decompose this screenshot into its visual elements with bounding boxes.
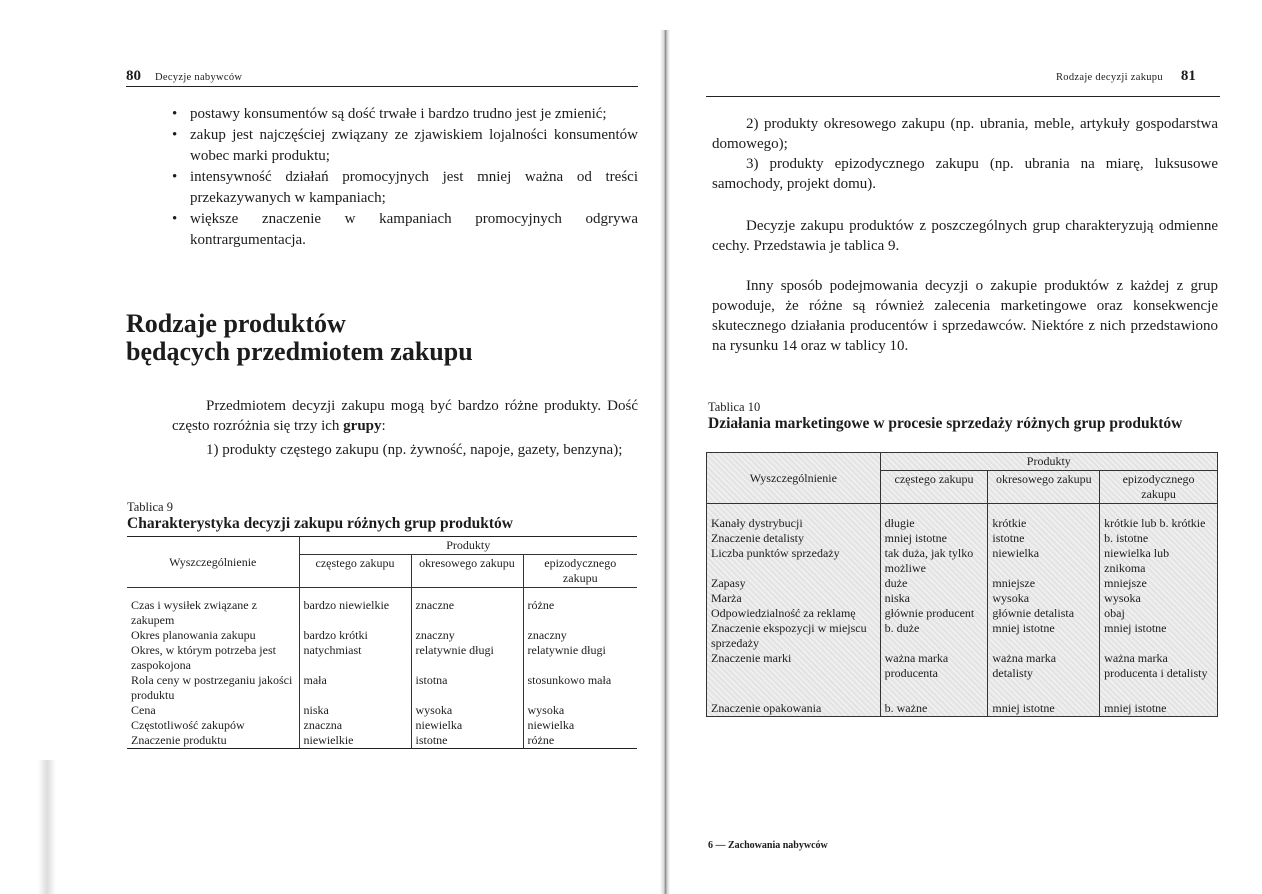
bullet-item: • intensywność działań promocyjnych jest mniej ważna od treści przekazywanych w kampaniach; (172, 167, 638, 209)
table-spacer-cell (988, 504, 1100, 517)
table-cell: mała (299, 673, 411, 703)
table-cell: b. ważne (880, 681, 988, 717)
section-title (126, 310, 473, 366)
table-cell: wysoka (523, 703, 637, 718)
table-cell: ważna marka producenta i detalisty (1100, 651, 1218, 681)
table-cell: tak duża, jak tylko możliwe (880, 546, 988, 576)
table9-caption: Tablica 9 (127, 500, 173, 514)
table10-col-header: częstego zakupu (880, 471, 988, 504)
right-running-title: Rodzaje decyzji zakupu (1056, 72, 1163, 83)
right-paragraph-3: Decyzje zakupu produktów z poszczególnych grup charakteryzują odmienne cechy. Przedstawia je tablica 9. (712, 218, 1218, 254)
table-cell: niewielka (523, 718, 637, 733)
table-cell: natychmiast (299, 643, 411, 673)
table9 (127, 536, 637, 749)
table-cell: istotne (411, 733, 523, 749)
table9-col-header: okresowego zakupu (411, 555, 523, 588)
table-cell: głównie detalista (988, 606, 1100, 621)
table-cell: niewielka lub znikoma (1100, 546, 1218, 576)
table-row (707, 531, 1218, 546)
table-row (127, 628, 637, 643)
left-page-number: 80 (126, 68, 141, 84)
bullet-item: • większe znaczenie w kampaniach promocyjnych odgrywa kontrargumentacja. (172, 209, 638, 251)
table-cell: różne (523, 733, 637, 749)
left-paragraph-1 (172, 396, 638, 436)
right-paragraph-4: Inny sposób podejmowania decyzji o zakupie produktów z każdej z grup powoduje, że różne są również zalecenia marketingowe oraz konsekwencje skutecznego działania producentów i sprzedawców. Niektóre z nich przedstawiono na rysunku 14 oraz w tablicy 10. (712, 278, 1218, 354)
table-cell: niewielka (411, 718, 523, 733)
table-row-label: Czas i wysiłek związane z zakupem (131, 598, 257, 627)
right-page (672, 0, 1262, 894)
page-footer: 6 — Zachowania nabywców (708, 840, 828, 851)
section-title-line1: Rodzaje produktów (126, 309, 346, 338)
right-header-rule (706, 96, 1220, 97)
table-row-label: Marża (711, 591, 742, 605)
table10-col-header: okresowego zakupu (988, 471, 1100, 504)
table-row-label: Rola ceny w postrzeganiu jakości produktu (131, 673, 293, 702)
table-spacer-row (707, 504, 1218, 517)
table-row-label: Cena (131, 703, 156, 717)
table-row-label: Znaczenie ekspozycji w miejscu sprzedaży (711, 621, 867, 650)
table-cell: głównie producent (880, 606, 988, 621)
left-running-title: Decyzje nabywców (155, 72, 243, 83)
bullet-item: • zakup jest najczęściej związany ze zjawiskiem lojalności konsumentów wobec marki produktu; (172, 125, 638, 167)
table9-col-header: częstego zakupu (299, 555, 411, 588)
left-paragraph-1-text: Przedmiotem decyzji zakupu mogą być bardzo różne produkty. Dość często rozróżnia się trzy ich (172, 398, 638, 434)
table-cell: relatywnie długi (523, 643, 637, 673)
table-row (127, 733, 637, 749)
table-row (707, 516, 1218, 531)
table10-col-header: epizodycznego zakupu (1100, 471, 1218, 504)
table-row-label: Kanały dystrybucji (711, 516, 803, 530)
table-row (127, 673, 637, 703)
table-cell: relatywnie długi (411, 643, 523, 673)
right-page-number: 81 (1180, 68, 1196, 84)
table-row (707, 546, 1218, 576)
table-cell: różne (523, 598, 637, 628)
table10-caption: Tablica 10 (708, 400, 761, 414)
table-cell: niska (880, 591, 988, 606)
table-row (707, 681, 1218, 717)
table-row-label: Znaczenie produktu (131, 733, 227, 747)
table-cell: mniej istotne (880, 531, 988, 546)
table-row (707, 591, 1218, 606)
table-row (707, 606, 1218, 621)
table-row-label: Znaczenie opakowania (711, 701, 822, 715)
table9-header-main: Wyszczególnienie (127, 537, 299, 588)
table-row-label: Okres, w którym potrzeba jest zaspokojona (131, 643, 276, 672)
table-row (127, 703, 637, 718)
table-row-label: Liczba punktów sprzedaży (711, 546, 840, 560)
table-cell: mniej istotne (1100, 621, 1218, 651)
table-spacer-cell (299, 588, 411, 599)
table9-title: Charakterystyka decyzji zakupu różnych grup produktów (127, 515, 513, 532)
table10-header-group: Produkty (880, 453, 1217, 471)
table-cell: obaj (1100, 606, 1218, 621)
left-paragraph-1-bold: grupy (343, 418, 382, 434)
table9-body (127, 588, 637, 749)
table-spacer-cell (707, 504, 881, 517)
table-row-label: Zapasy (711, 576, 746, 590)
table-row-label: Częstotliwość zakupów (131, 718, 245, 732)
table-cell: b. duże (880, 621, 988, 651)
table-cell: niewielka (988, 546, 1100, 576)
table10 (706, 452, 1218, 717)
table-cell: mniej istotne (1100, 681, 1218, 717)
section-title-line2: będących przedmiotem zakupu (126, 337, 473, 366)
table-cell: mniejsze (1100, 576, 1218, 591)
table9-header-group: Produkty (299, 537, 637, 555)
table-cell: znaczny (411, 628, 523, 643)
table-cell: wysoka (411, 703, 523, 718)
table-cell: ważna marka producenta (880, 651, 988, 681)
bullet-list (172, 104, 638, 251)
table-spacer-cell (127, 588, 299, 599)
table-row (127, 643, 637, 673)
table-cell: mniej istotne (988, 621, 1100, 651)
table9-col-header: epizodycznego zakupu (523, 555, 637, 588)
right-paragraph-2: 3) produkty epizodycznego zakupu (np. ubrania na miarę, luksusowe samochody, projekt domu). (712, 156, 1218, 192)
table-cell: krótkie lub b. krótkie (1100, 516, 1218, 531)
table-cell: duże (880, 576, 988, 591)
table-cell: istotne (988, 531, 1100, 546)
table10-title: Działania marketingowe w procesie sprzedaży różnych grup produktów (708, 415, 1183, 432)
left-running-header (126, 68, 242, 85)
left-paragraph-2: 1) produkty częstego zakupu (np. żywność, napoje, gazety, benzyna); (206, 442, 623, 458)
table-cell: znaczna (299, 718, 411, 733)
table-cell: niewielkie (299, 733, 411, 749)
table-cell: stosunkowo mała (523, 673, 637, 703)
table-row-label: Znaczenie marki (711, 651, 792, 665)
table-cell: ważna marka detalisty (988, 651, 1100, 681)
table-row (127, 718, 637, 733)
table-row (707, 651, 1218, 681)
table-cell: b. istotne (1100, 531, 1218, 546)
left-paragraph-1-end: : (381, 418, 386, 434)
book-gutter (660, 30, 670, 894)
table-cell: istotna (411, 673, 523, 703)
table-cell: niska (299, 703, 411, 718)
left-header-rule (126, 86, 638, 87)
table-cell: bardzo niewielkie (299, 598, 411, 628)
table-spacer-cell (523, 588, 637, 599)
table-spacer-row (127, 588, 637, 599)
table-cell: mniejsze (988, 576, 1100, 591)
table-row-label: Znaczenie detalisty (711, 531, 804, 545)
table-cell: znaczne (411, 598, 523, 628)
table-cell: długie (880, 516, 988, 531)
table-cell: wysoka (988, 591, 1100, 606)
right-paragraph-1: 2) produkty okresowego zakupu (np. ubrania, meble, artykuły gospodarstwa domowego); (712, 116, 1218, 152)
table-row-label: Odpowiedzialność za reklamę (711, 606, 856, 620)
table-row (127, 598, 637, 628)
table-spacer-cell (1100, 504, 1218, 517)
table-cell: mniej istotne (988, 681, 1100, 717)
bullet-item: • postawy konsumentów są dość trwałe i bardzo trudno jest je zmienić; (172, 104, 638, 125)
table10-body (707, 504, 1218, 717)
table-cell: znaczny (523, 628, 637, 643)
table-row (707, 576, 1218, 591)
table-spacer-cell (411, 588, 523, 599)
table-row (707, 621, 1218, 651)
right-running-header (1056, 68, 1196, 85)
table-spacer-cell (880, 504, 988, 517)
table10-header-main: Wyszczególnienie (707, 453, 881, 504)
table-cell: wysoka (1100, 591, 1218, 606)
table-cell: krótkie (988, 516, 1100, 531)
table-cell: bardzo krótki (299, 628, 411, 643)
table-row-label: Okres planowania zakupu (131, 628, 256, 642)
